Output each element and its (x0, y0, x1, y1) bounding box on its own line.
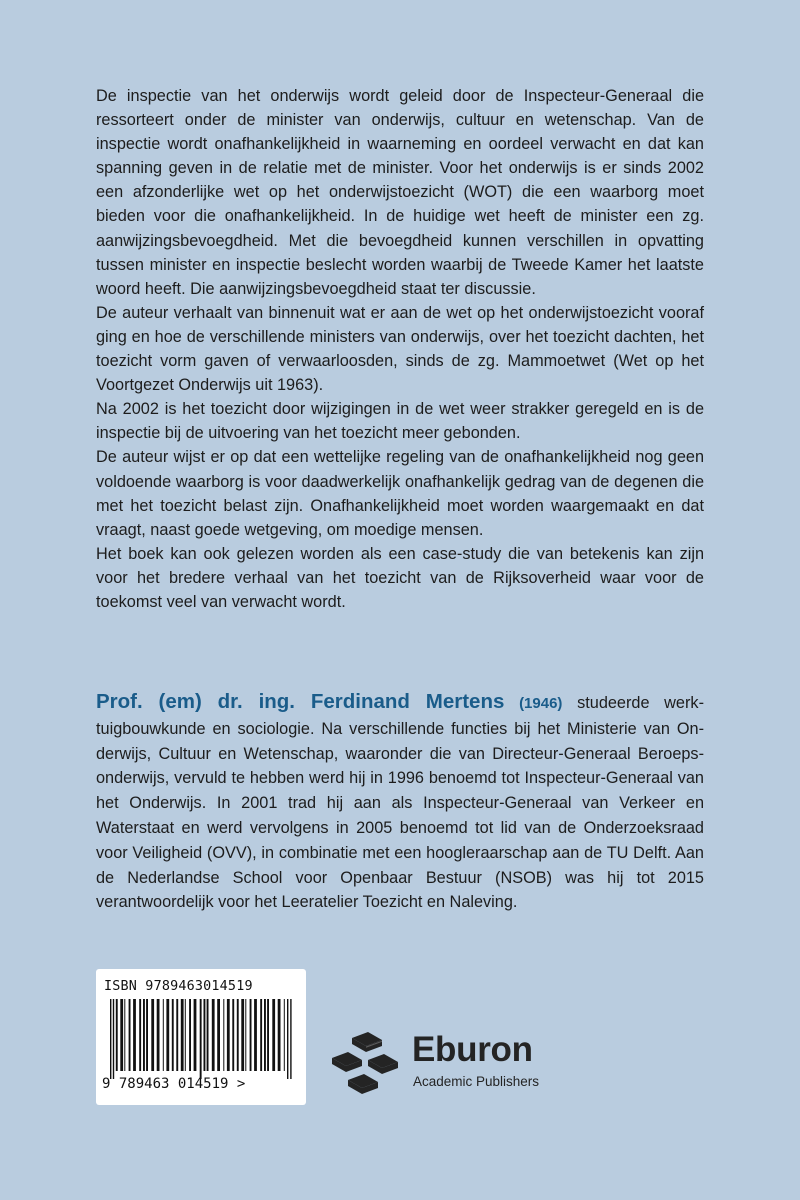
barcode-bar (272, 999, 275, 1071)
author-bio-text: studeerde werktuigbouwkunde en sociologie. Na verschillende functies bij het Ministerie van Onderwijs, Cultuur en Wetenschap, waaronder die van Directeur-Generaal Beroepsonderwijs, vervuld te hebben werd hij in 1996 benoemd tot Inspecteur-Generaal van het Onderwijs. In 2001 trad hij aan als Inspecteur-Generaal van Verkeer en Waterstaat en werd vervolgens in 2005 benoemd tot lid van de Onderzoeksraad voor Veiligheid (OVV), in combinatie met een hoogleraarschap aan de TU Delft. Aan de Nederlandse School voor Openbaar Bestuur (NSOB) was hij tot 2015 verantwoordelijk voor het Leeratelier Toezicht en Naleving. (96, 694, 704, 912)
barcode-bar (241, 999, 244, 1071)
barcode-bar (124, 999, 125, 1071)
barcode-bar (204, 999, 206, 1071)
barcode-bar (254, 999, 257, 1071)
barcode-bar (120, 999, 123, 1071)
barcode-bar (143, 999, 145, 1071)
barcode-bar (278, 999, 281, 1071)
barcode-bar (113, 999, 114, 1079)
barcode-bar (116, 999, 118, 1071)
barcode-bars (96, 999, 306, 1081)
book-blurb (96, 84, 704, 614)
barcode-bar (176, 999, 178, 1071)
barcode-bar (189, 999, 191, 1071)
barcode-bar (139, 999, 141, 1071)
barcode-bar (110, 999, 111, 1079)
barcode-bar (250, 999, 252, 1071)
barcode-digits: 9 789463 014519 > (102, 1076, 246, 1092)
barcode-bar (237, 999, 239, 1071)
blurb-paragraph-5: Het boek kan ook gelezen worden als een case-study die van betekenis kan zijn voor het bredere verhaal van het toezicht van de Rijksoverheid waar voor de toekomst veel van verwacht wordt. (96, 544, 704, 611)
barcode-bar (172, 999, 174, 1071)
barcode-bar (185, 999, 186, 1071)
barcode-bar (166, 999, 169, 1071)
barcode-bar (245, 999, 246, 1071)
barcode-bar (133, 999, 136, 1071)
blurb-paragraph-1: De inspectie van het onderwijs wordt geleid door de Inspecteur-Generaal die ressorteert onder de minister van onderwijs, cultuur en wetenschap. Van de inspectie wordt onafhankelijkheid in waarneming en oordeel verwacht en dat kan spanning geven in de relatie met de minister. Voor het onderwijs is er sinds 2002 een afzonderlijke wet op het onderwijstoezicht (WOT) die een waarborg moet bieden voor die onafhankelijkheid. In de huidige wet heeft de minister een zg. aanwijzingsbevoegdheid. Met die bevoegdheid kunnen verschillen in opvatting tussen minister en inspectie beslecht worden waarbij de Tweede Kamer het laatste woord heeft. Die aanwijzingsbevoegdheid staat ter discussie. (96, 87, 704, 298)
publisher-subtitle: Academic Publishers (413, 1074, 540, 1089)
books-stack-icon (318, 1030, 408, 1110)
blurb-paragraph-2: De auteur verhaalt van binnenuit wat er aan de wet op het onderwijstoezicht vooraf ging en hoe de verschillende ministers van onderwijs, over het toezicht dachten, het toezicht vorm gaven of verwaarloosden, sinds de zg. Mammoetwet (Wet op het Voortgezet Onderwijs uit 1963). (96, 303, 704, 395)
barcode-bar (212, 999, 215, 1071)
author-bio (96, 690, 704, 915)
barcode-bar (232, 999, 234, 1071)
barcode-bar (223, 999, 224, 1071)
barcode-bar (217, 999, 220, 1071)
barcode-bar (181, 999, 184, 1071)
barcode-bar (287, 999, 288, 1079)
barcode-bar (284, 999, 285, 1071)
isbn-barcode (96, 969, 306, 1105)
barcode-bar (194, 999, 197, 1071)
author-birth-year: (1946) (519, 695, 563, 712)
barcode-bar (151, 999, 154, 1071)
barcode-bar (129, 999, 131, 1071)
author-name: Prof. (em) dr. ing. Ferdinand Mertens (96, 690, 505, 713)
blurb-paragraph-3: Na 2002 is het toezicht door wijzigingen in de wet weer strakker geregeld en is de inspectie bij de uitvoering van het toezicht meer gebonden. (96, 400, 704, 443)
blurb-paragraph-4: De auteur wijst er op dat een wettelijke regeling van de onafhankelijkheid nog geen voldoende waarborg is voor daadwerkelijk onafhankelijk gedrag van de degenen die met het toezicht belast zijn. Onafhankelijkheid moet worden waargemaakt en dat vraagt, naast goede wetgeving, om moedige mensen. (96, 448, 704, 539)
barcode-bar (260, 999, 262, 1071)
barcode-bar (227, 999, 230, 1071)
isbn-label: ISBN 9789463014519 (104, 979, 253, 994)
publisher-name: Eburon (412, 1030, 533, 1069)
barcode-bar (163, 999, 164, 1071)
barcode-bar (200, 999, 202, 1079)
barcode-bar (207, 999, 209, 1071)
barcode-bar (157, 999, 160, 1071)
barcode-bar (146, 999, 148, 1071)
publisher-logo (318, 1030, 578, 1110)
barcode-bar (267, 999, 269, 1071)
barcode-bar (290, 999, 291, 1079)
barcode-bar (264, 999, 266, 1071)
